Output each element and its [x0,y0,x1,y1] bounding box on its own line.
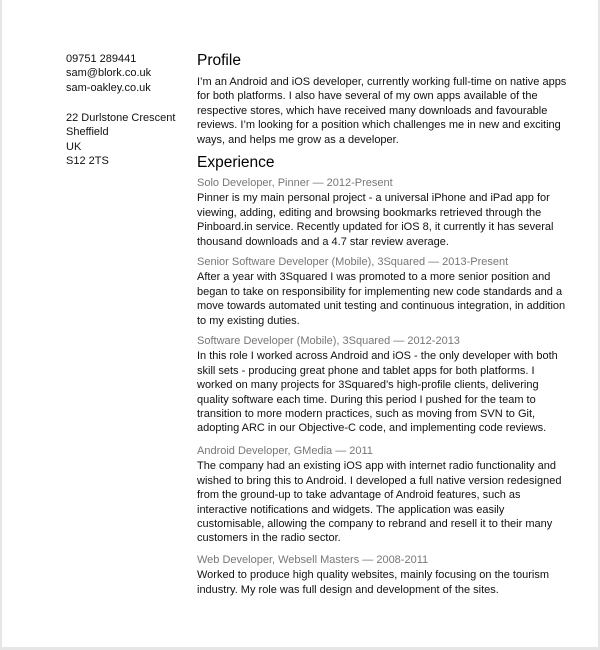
job-entry [197,334,558,436]
text-line: began to take on responsibility for implementing new code standards and a [197,285,563,298]
text-line: viewing, adding, editing and browsing bookmarks retrieved through the [197,206,542,219]
text-line: transition to more modern practices, such as moving from SVN to Git, [197,408,536,421]
text-line: wished to bring this to Android. I developed a full native version redesigned [197,474,562,487]
job-entry [197,553,549,597]
address-line: S12 2TS [66,155,109,168]
job-title: Software Developer (Mobile), 3Squared — 2012-2013 [197,335,460,347]
job-entry [197,255,565,328]
address-line: 22 Durlstone Crescent [66,112,176,124]
text-line: Pinboard.in service. Recently updated for iOS 8, it currently it has several [197,221,554,234]
job-entry [197,176,553,249]
email: sam@blork.co.uk [66,67,152,80]
job-title: Solo Developer, Pinner — 2012-Present [197,177,393,189]
text-line: interactive notifications and widgets. The application was easily [197,503,505,516]
text-line: quality software each time. During this period I pushed for the team to [197,393,536,406]
contact-info [66,52,151,95]
phone: 09751 289441 [66,53,137,65]
text-line: Worked to produce high quality websites, mainly focusing on the tourism [197,569,549,582]
text-line: In this role I worked across Android and iOS - the only developer with both [197,350,558,363]
text-line: customisable, allowing the company to rebrand and resell it to their many [197,518,553,531]
text-line: to my existing duties. [197,314,300,327]
text-line: move towards automated unit testing and continuous integration, in addition [197,300,566,313]
address-line: Sheffield [66,126,109,139]
text-line: Pinner is my main personal project - a universal iPhone and iPad app for [197,192,550,205]
profile-heading: Profile [197,52,241,69]
text-line: worked on many projects for 3Squared’s high-profile clients, delivering [197,379,539,392]
text-line: customers in the radio sector. [197,532,341,545]
profile-text [197,75,566,147]
address-line: UK [66,140,82,153]
text-line: from the ground-up to take advantage of Android features, such as [197,489,521,502]
text-line: respective stores, which have received many downloads and favourable [197,104,548,117]
job-title: Android Developer, GMedia — 2011 [197,445,373,457]
text-line: adopting ARC in our Objective-C code, and implementing code reviews. [197,422,547,435]
text-line: The company had an existing iOS app with internet radio functionality and [197,460,556,473]
text-line: ways, and helps me grow as a developer. [197,133,399,146]
text-line: for both platforms. I also have several of my own apps available of the [197,90,538,103]
website: sam-oakley.co.uk [66,81,151,94]
text-line: thousand downloads and a 4.7 star review average. [197,235,449,248]
experience-heading: Experience [197,154,275,171]
address [66,111,175,169]
job-title: Senior Software Developer (Mobile), 3Squared — 2013-Present [197,256,509,268]
job-entry [197,444,561,546]
text-line: skill sets - producing great phone and tablet apps for both platforms. I [197,364,535,377]
resume-page [2,0,598,647]
job-title: Web Developer, Websell Masters — 2008-2011 [197,554,429,566]
text-line: reviews. I’m looking for a position which challenges me in new and exciting [197,119,561,132]
text-line: industry. My role was full design and development of the sites. [197,583,499,596]
text-line: I’m an Android and iOS developer, currently working full-time on native apps [197,76,567,88]
text-line: After a year with 3Squared I was promoted to a more senior position and [197,271,551,284]
